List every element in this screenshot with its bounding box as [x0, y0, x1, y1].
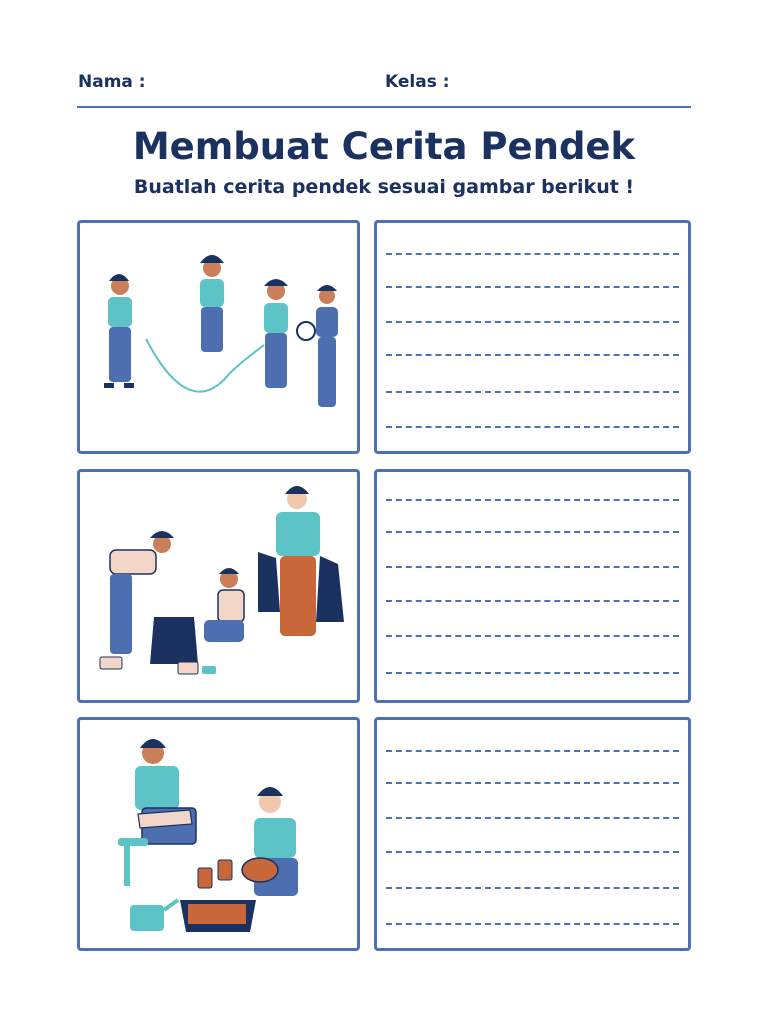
header-divider — [77, 106, 691, 108]
picture-panel-1 — [77, 220, 360, 454]
name-label: Nama : — [78, 72, 146, 92]
writing-panel-1[interactable] — [374, 220, 691, 454]
writing-line[interactable] — [386, 817, 679, 819]
kids-planting-seedlings-illustration — [80, 720, 357, 948]
picture-panel-3 — [77, 717, 360, 951]
class-label: Kelas : — [385, 72, 450, 92]
page-title: Membuat Cerita Pendek — [132, 125, 636, 168]
writing-line[interactable] — [386, 750, 679, 752]
writing-line[interactable] — [386, 286, 679, 288]
writing-line[interactable] — [386, 600, 679, 602]
writing-line[interactable] — [386, 321, 679, 323]
writing-line[interactable] — [386, 426, 679, 428]
writing-line[interactable] — [386, 499, 679, 501]
writing-line[interactable] — [386, 566, 679, 568]
writing-line[interactable] — [386, 887, 679, 889]
writing-line[interactable] — [386, 851, 679, 853]
writing-panel-3[interactable] — [374, 717, 691, 951]
picture-panel-2 — [77, 469, 360, 703]
writing-line[interactable] — [386, 672, 679, 674]
page-subtitle: Buatlah cerita pendek sesuai gambar berikut ! — [133, 176, 635, 198]
writing-line[interactable] — [386, 354, 679, 356]
writing-line[interactable] — [386, 782, 679, 784]
writing-line[interactable] — [386, 635, 679, 637]
writing-line[interactable] — [386, 531, 679, 533]
children-jumping-rope-illustration — [80, 223, 357, 451]
writing-line[interactable] — [386, 923, 679, 925]
writing-line[interactable] — [386, 253, 679, 255]
writing-panel-2[interactable] — [374, 469, 691, 703]
writing-line[interactable] — [386, 391, 679, 393]
people-collecting-trash-illustration — [80, 472, 357, 700]
